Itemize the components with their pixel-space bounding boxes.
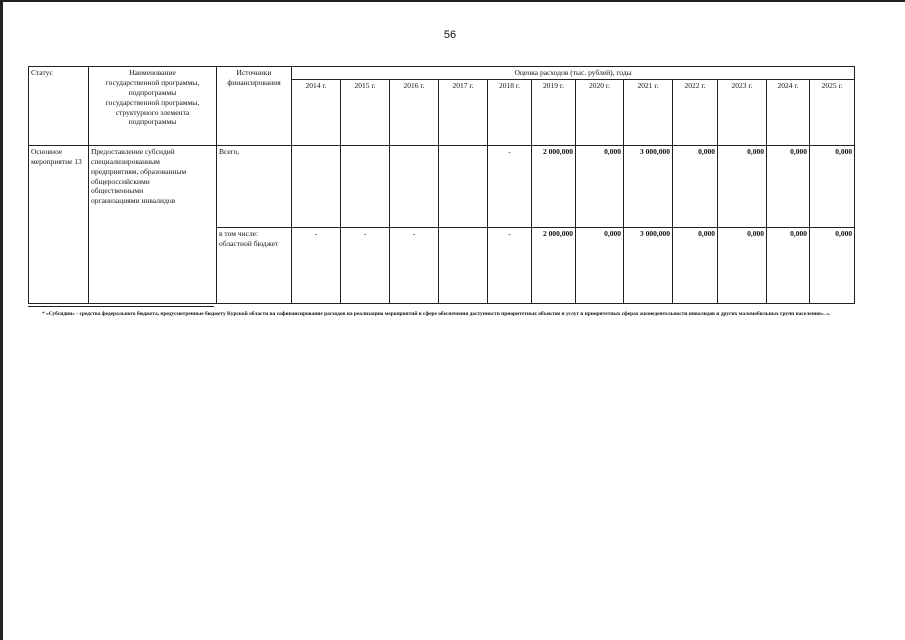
value-cell: 0,000 (767, 145, 810, 227)
header-row (29, 67, 855, 80)
value-cell: 2 000,000 (532, 145, 576, 227)
source-total: Всего, (217, 145, 292, 227)
budget-table (28, 66, 855, 304)
value-cell: - (341, 227, 390, 303)
year-header: 2014 г. (292, 79, 341, 145)
value-cell: 0,000 (718, 145, 767, 227)
footnote-separator (28, 306, 214, 307)
footnote: * «Субсидии» - средства федерального бюджета, предусмотренные бюджету Курской области на софинансирование расходов на реализацию мероприятий в сфере обеспечения доступности приоритетных объектов и услуг в приоритетных сферах жизнедеятельности инвалидов и других маломобильных групп населения». ». (42, 311, 831, 317)
year-header: 2019 г. (532, 79, 576, 145)
header-expenses: Оценка расходов (тыс. рублей), годы (292, 67, 855, 80)
value-cell: 0,000 (810, 227, 855, 303)
value-cell: - (488, 145, 532, 227)
value-cell: 0,000 (673, 227, 718, 303)
value-cell: 0,000 (718, 227, 767, 303)
value-cell: 0,000 (576, 227, 624, 303)
value-cell: - (292, 227, 341, 303)
value-cell (439, 227, 488, 303)
year-header: 2021 г. (624, 79, 673, 145)
page-edge-left (0, 0, 3, 640)
year-header: 2018 г. (488, 79, 532, 145)
value-cell: - (488, 227, 532, 303)
year-header: 2017 г. (439, 79, 488, 145)
year-header: 2023 г. (718, 79, 767, 145)
value-cell (292, 145, 341, 227)
header-name: Наименование государственной программы, подпрограммы государственной программы, структурного элемента подпрограммы (89, 67, 217, 146)
value-cell: 0,000 (673, 145, 718, 227)
year-header: 2016 г. (390, 79, 439, 145)
event-status: Основное мероприятие 13 (29, 145, 89, 303)
value-cell: 0,000 (810, 145, 855, 227)
page-edge-top (0, 0, 905, 2)
value-cell (341, 145, 390, 227)
header-source: Источники финансирования (217, 67, 292, 146)
value-cell (439, 145, 488, 227)
year-header: 2024 г. (767, 79, 810, 145)
value-cell: 2 000,000 (532, 227, 576, 303)
event-name: Предоставление субсидий специализированным предприятиям, образованным общероссийскими общественными организациями инвалидов (89, 145, 217, 303)
value-cell: 3 000,000 (624, 145, 673, 227)
source-regional-budget: в том числе: областной бюджет (217, 227, 292, 303)
header-status: Статус (29, 67, 89, 146)
year-header: 2025 г. (810, 79, 855, 145)
value-cell: 3 000,000 (624, 227, 673, 303)
year-header: 2020 г. (576, 79, 624, 145)
table-row (29, 145, 855, 227)
year-header: 2015 г. (341, 79, 390, 145)
year-header: 2022 г. (673, 79, 718, 145)
value-cell: 0,000 (576, 145, 624, 227)
value-cell: - (390, 227, 439, 303)
value-cell (390, 145, 439, 227)
value-cell: 0,000 (767, 227, 810, 303)
page-number: 56 (443, 29, 457, 41)
